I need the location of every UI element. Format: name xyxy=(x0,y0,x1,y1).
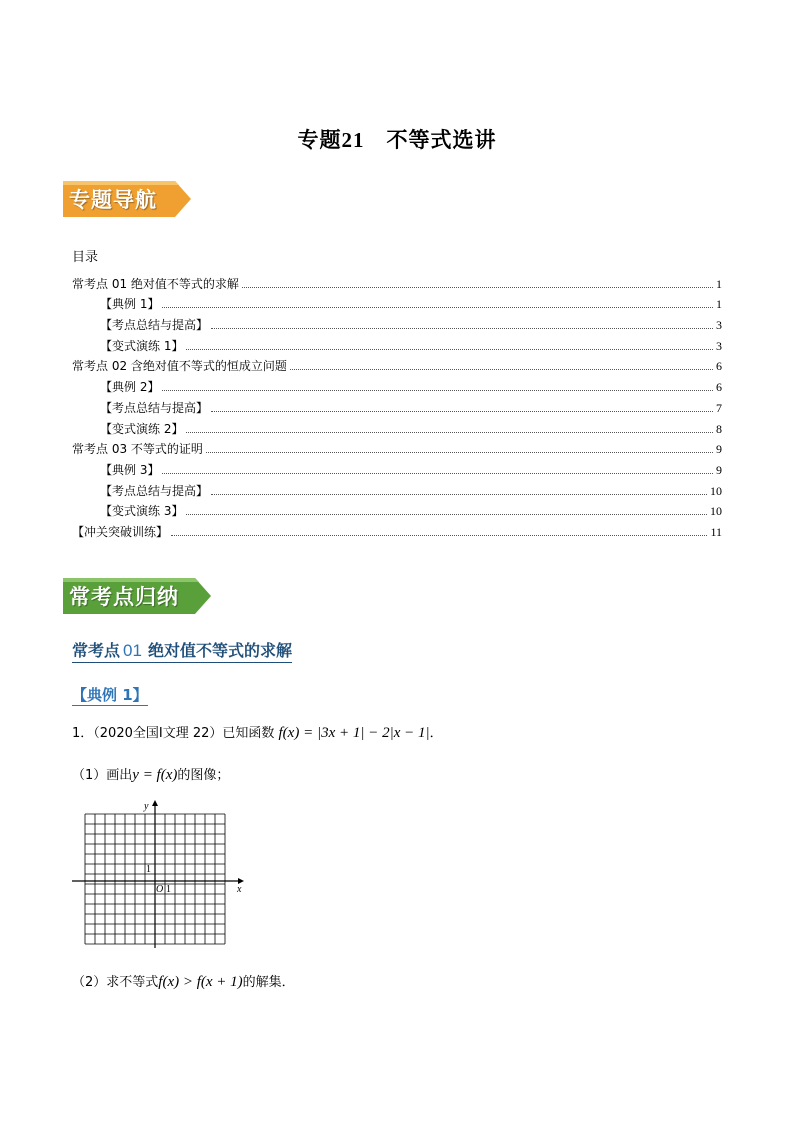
toc-entry-page: 10 xyxy=(710,483,722,498)
toc-entry-text: 常考点 02 含绝对值不等式的恒成立问题 xyxy=(72,359,287,374)
x-axis-label: x xyxy=(237,884,242,895)
toc-entry-page: 1 xyxy=(716,297,722,312)
section-prefix: 常考点 xyxy=(72,641,121,660)
part2-before: （2）求不等式 xyxy=(72,975,159,990)
question-formula: f(x) = |3x + 1| − 2|x − 1| xyxy=(278,725,430,741)
toc-leader-dots xyxy=(186,514,707,515)
toc-leader-dots xyxy=(211,411,713,412)
toc-leader-dots xyxy=(211,494,707,495)
toc-entry[interactable] xyxy=(72,292,722,313)
toc-entry-page: 3 xyxy=(716,338,722,353)
toc-entry[interactable] xyxy=(72,333,722,354)
part1-line xyxy=(72,764,229,784)
section-title xyxy=(72,638,292,663)
banner-summary-label: 常考点归纳 xyxy=(69,585,179,609)
banner-summary xyxy=(63,576,213,616)
page-title xyxy=(0,124,794,154)
toc-entry-text: 常考点 03 不等式的证明 xyxy=(72,442,203,457)
part1-before: （1）画出 xyxy=(72,768,133,783)
question-intro: 1．（2020全国Ⅰ文理 22）已知函数 xyxy=(72,726,275,741)
toc-entry-text: 【考点总结与提高】 xyxy=(100,483,209,498)
toc-heading: 目录 xyxy=(72,250,99,265)
toc-entry-page: 6 xyxy=(716,380,722,395)
y-axis-label: y xyxy=(144,801,149,812)
toc-entry-page: 9 xyxy=(716,462,722,477)
page-title-main: 不等式选讲 xyxy=(386,127,497,152)
x-unit-label: 1 xyxy=(166,884,171,895)
toc-entry[interactable] xyxy=(72,478,722,499)
toc-entry-text: 【考点总结与提高】 xyxy=(100,400,209,415)
part2-line xyxy=(72,971,295,991)
coordinate-grid xyxy=(70,800,250,950)
question-end: ． xyxy=(429,726,443,741)
toc-entry[interactable] xyxy=(72,312,722,333)
toc-entry[interactable] xyxy=(72,519,722,540)
part2-formula: f(x) > f(x + 1) xyxy=(158,974,243,990)
toc-entry-text: 【变式演练 3】 xyxy=(100,504,184,519)
toc-entry[interactable] xyxy=(72,395,722,416)
section-code: 01 xyxy=(123,641,142,660)
part2-after: 的解集． xyxy=(242,975,295,990)
toc-entry[interactable] xyxy=(72,271,722,292)
y-unit-label: 1 xyxy=(146,864,151,875)
toc-entry[interactable] xyxy=(72,437,722,458)
toc-entry-page: 9 xyxy=(716,442,722,457)
toc-leader-dots xyxy=(206,452,713,453)
toc-entry[interactable] xyxy=(72,354,722,375)
origin-label: O xyxy=(156,884,164,895)
question-line xyxy=(72,722,443,742)
toc-entry-text: 【冲关突破训练】 xyxy=(72,524,169,539)
part1-formula: y = f(x) xyxy=(132,767,178,783)
toc-leader-dots xyxy=(186,432,713,433)
toc-entry-page: 11 xyxy=(710,524,722,539)
banner-topic-nav-label: 专题导航 xyxy=(69,188,157,212)
toc-entry-text: 【考点总结与提高】 xyxy=(100,318,209,333)
table-of-contents xyxy=(72,271,722,540)
toc-entry-text: 【变式演练 2】 xyxy=(100,421,184,436)
toc-entry-page: 8 xyxy=(716,421,722,436)
toc-leader-dots xyxy=(242,287,713,288)
toc-entry-page: 1 xyxy=(716,276,722,291)
toc-entry-text: 【变式演练 1】 xyxy=(100,338,184,353)
toc-leader-dots xyxy=(211,328,713,329)
page-title-prefix: 专题21 xyxy=(297,128,365,152)
toc-leader-dots xyxy=(290,369,713,370)
toc-leader-dots xyxy=(186,349,713,350)
banner-topic-nav xyxy=(63,179,193,219)
toc-entry-page: 10 xyxy=(710,504,722,519)
toc-entry[interactable] xyxy=(72,457,722,478)
toc-entry-text: 【典例 3】 xyxy=(100,462,160,477)
example-label: 【典例 1】 xyxy=(72,686,148,704)
toc-entry-text: 常考点 01 绝对值不等式的求解 xyxy=(72,276,239,291)
toc-leader-dots xyxy=(162,307,713,308)
toc-leader-dots xyxy=(162,390,713,391)
part1-after: 的图像； xyxy=(177,768,230,783)
toc-leader-dots xyxy=(171,535,707,536)
toc-entry[interactable] xyxy=(72,374,722,395)
toc-entry[interactable] xyxy=(72,416,722,437)
toc-entry-text: 【典例 1】 xyxy=(100,297,160,312)
toc-entry-page: 7 xyxy=(716,400,722,415)
toc-leader-dots xyxy=(162,473,713,474)
toc-entry-page: 6 xyxy=(716,359,722,374)
toc-entry[interactable] xyxy=(72,499,722,520)
toc-entry-text: 【典例 2】 xyxy=(100,380,160,395)
y-axis-arrow-icon xyxy=(152,800,158,806)
toc-entry-page: 3 xyxy=(716,318,722,333)
section-title-text: 绝对值不等式的求解 xyxy=(147,641,292,660)
